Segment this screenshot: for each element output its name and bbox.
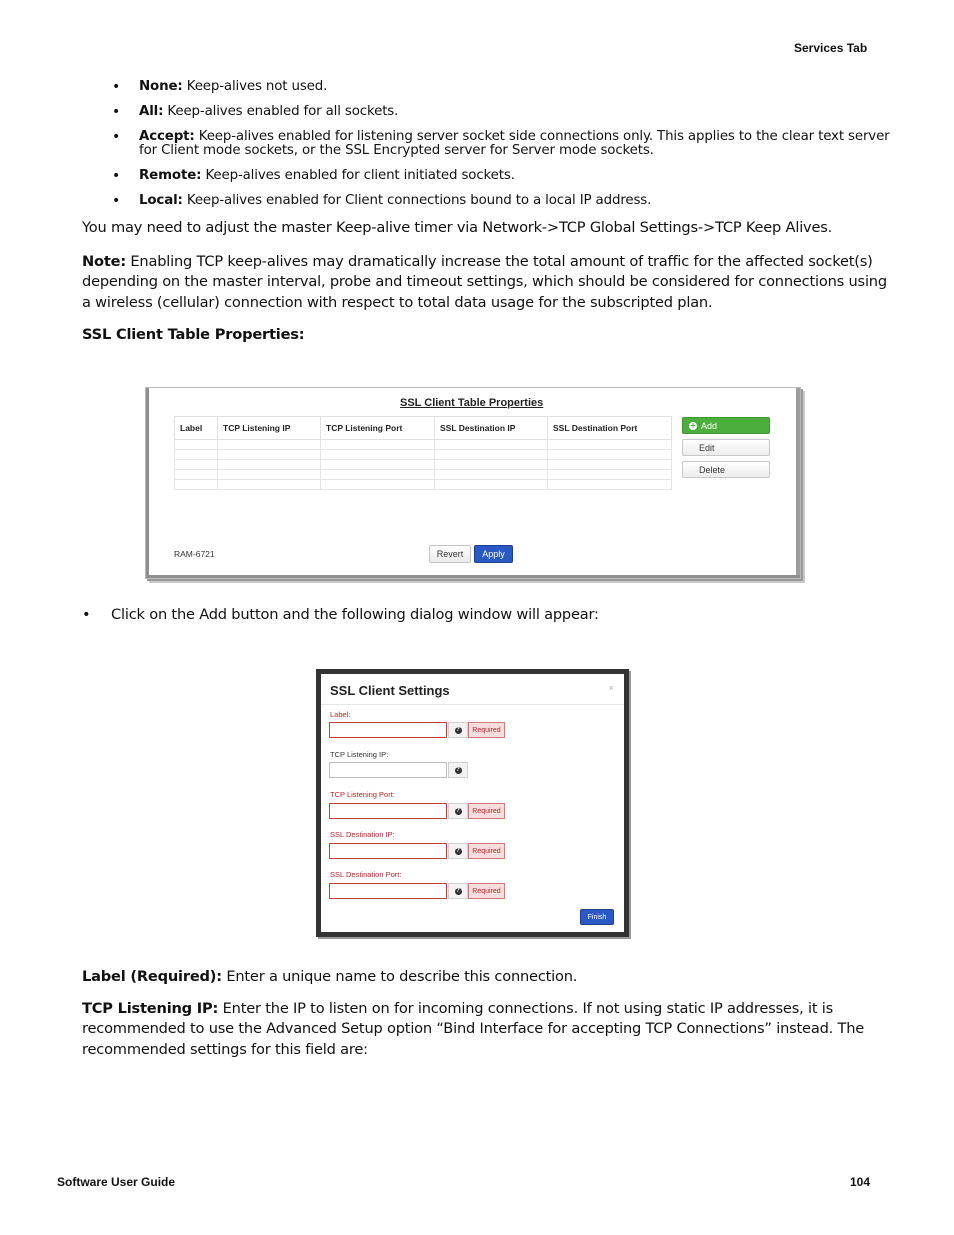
required-badge: Required bbox=[468, 722, 505, 738]
help-button[interactable] bbox=[448, 762, 468, 778]
table-row[interactable] bbox=[175, 470, 672, 480]
required-badge: Required bbox=[468, 843, 505, 859]
table-row[interactable] bbox=[175, 480, 672, 490]
tcp-listening-ip-label: TCP Listening IP: bbox=[330, 750, 389, 759]
question-icon: ? bbox=[456, 807, 460, 814]
column-header: Label bbox=[175, 417, 218, 440]
tcp-listening-port-input[interactable] bbox=[329, 803, 447, 819]
list-item: • Accept: Keep-alives enabled for listening server socket side connections only. This applies to the clear text server for Client mode sockets, or the SSL Encrypted server for Server mode sockets. bbox=[112, 130, 898, 158]
running-header: Services Tab bbox=[794, 41, 868, 55]
dialog bbox=[321, 674, 624, 932]
question-icon: ? bbox=[456, 726, 460, 733]
help-button[interactable] bbox=[448, 722, 468, 738]
help-button[interactable] bbox=[448, 843, 468, 859]
dialog-title: SSL Client Settings bbox=[330, 683, 450, 698]
keepalive-timer-paragraph: You may need to adjust the master Keep-alive timer via Network->TCP Global Settings->TCP Keep Alives. bbox=[82, 219, 833, 236]
label-input[interactable] bbox=[329, 722, 447, 738]
label-description: Label (Required): Enter a unique name to describe this connection. bbox=[82, 968, 578, 985]
ssl-destination-port-input[interactable] bbox=[329, 883, 447, 899]
finish-button[interactable]: Finish bbox=[580, 909, 614, 925]
delete-button[interactable]: Delete bbox=[682, 461, 770, 478]
ssl-destination-port-label: SSL Destination Port: bbox=[330, 870, 402, 879]
bullet-marker: • bbox=[82, 606, 91, 623]
frame-border bbox=[796, 388, 800, 578]
edit-button[interactable]: Edit bbox=[682, 439, 770, 456]
list-item: • Local: Keep-alives enabled for Client connections bound to a local IP address. bbox=[112, 194, 898, 208]
table-row[interactable] bbox=[175, 440, 672, 450]
tcp-listening-ip-input[interactable] bbox=[329, 762, 447, 778]
column-header: SSL Destination Port bbox=[548, 417, 672, 440]
ssl-client-settings-dialog-screenshot bbox=[316, 669, 629, 937]
tcp-listening-port-label: TCP Listening Port: bbox=[330, 790, 395, 799]
divider bbox=[321, 704, 624, 705]
footer-doc-title: Software User Guide bbox=[57, 1175, 176, 1189]
close-icon[interactable]: × bbox=[608, 683, 614, 693]
list-item: • All: Keep-alives enabled for all sockets. bbox=[112, 105, 898, 119]
list-item: • Remote: Keep-alives enabled for client initiated sockets. bbox=[112, 169, 898, 183]
column-header: TCP Listening IP bbox=[218, 417, 321, 440]
column-header: SSL Destination IP bbox=[435, 417, 548, 440]
label-field-label: Label: bbox=[330, 710, 351, 719]
frame-border bbox=[146, 575, 800, 578]
question-icon: ? bbox=[456, 847, 460, 854]
required-badge: Required bbox=[468, 883, 505, 899]
column-header: TCP Listening Port bbox=[321, 417, 435, 440]
plus-icon: + bbox=[690, 420, 696, 430]
revert-button[interactable]: Revert bbox=[429, 545, 471, 563]
help-button[interactable] bbox=[448, 883, 468, 899]
question-icon: ? bbox=[456, 766, 460, 773]
page-number: 104 bbox=[850, 1175, 871, 1189]
tcp-listening-ip-description: TCP Listening IP: Enter the IP to listen on for incoming connections. If not using static IP addresses, it is recommended to use the Advanced Setup option “Bind Interface for accepting TCP Connections” instead. The recommended settings for this field are: bbox=[82, 1000, 865, 1058]
section-heading: SSL Client Table Properties: bbox=[82, 326, 305, 343]
frame-border bbox=[146, 388, 149, 578]
ssl-client-table bbox=[174, 416, 672, 490]
table-row[interactable] bbox=[175, 460, 672, 470]
ssl-destination-ip-label: SSL Destination IP: bbox=[330, 830, 395, 839]
ssl-client-table-screenshot bbox=[145, 387, 801, 579]
keepalive-options-list bbox=[112, 80, 898, 219]
ssl-destination-ip-input[interactable] bbox=[329, 843, 447, 859]
apply-button[interactable]: Apply bbox=[474, 545, 513, 563]
help-button[interactable] bbox=[448, 803, 468, 819]
list-item: • None: Keep-alives not used. bbox=[112, 80, 898, 94]
device-model: RAM-6721 bbox=[174, 549, 215, 559]
table-row[interactable] bbox=[175, 450, 672, 460]
add-button[interactable]: + Add bbox=[682, 417, 770, 434]
question-icon: ? bbox=[456, 887, 460, 894]
required-badge: Required bbox=[468, 803, 505, 819]
add-instruction: • Click on the Add button and the following dialog window will appear: bbox=[82, 606, 599, 623]
note-paragraph: Note: Enabling TCP keep-alives may dramatically increase the total amount of traffic for the affected socket(s) depending on the master interval, probe and timeout settings, which should be considered for connections using a wireless (cellular) connection with respect to total data usage for the subscripted plan. bbox=[82, 253, 887, 311]
table-title: SSL Client Table Properties bbox=[400, 397, 544, 409]
